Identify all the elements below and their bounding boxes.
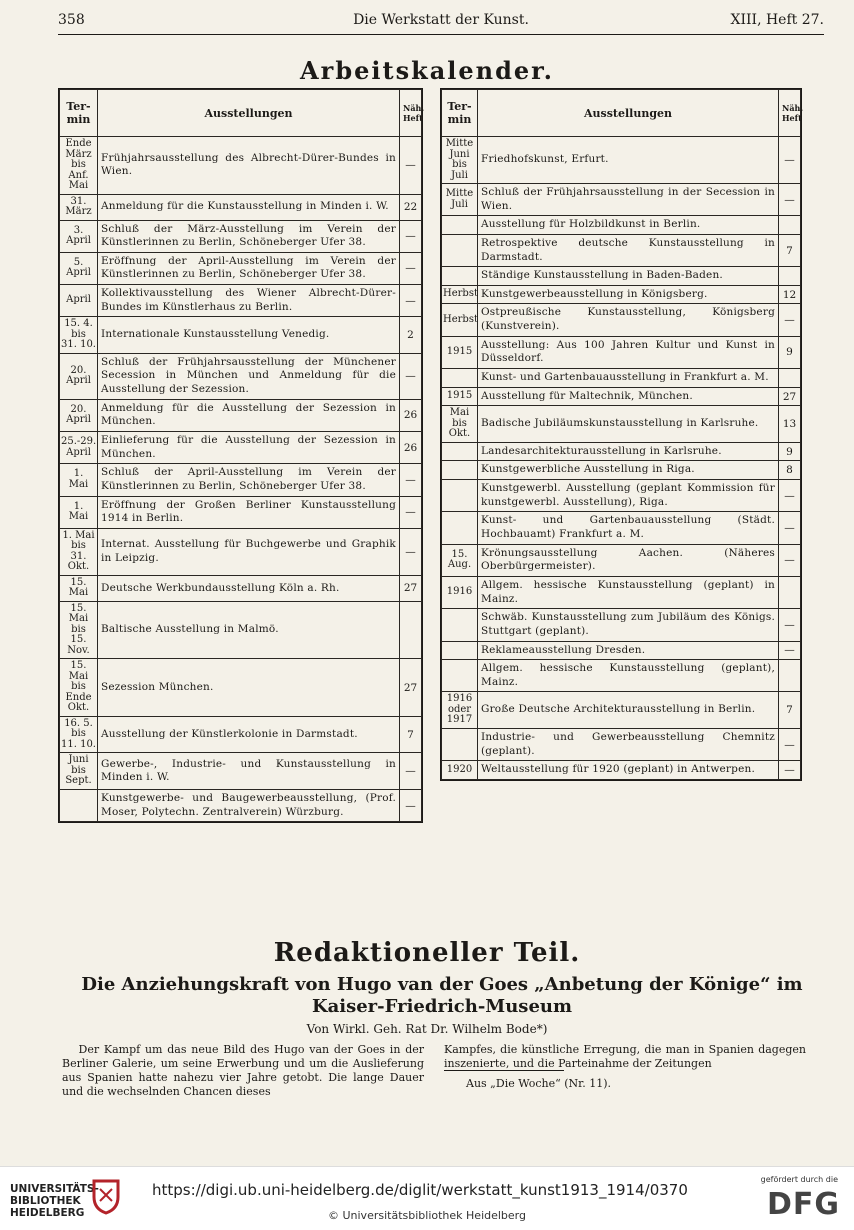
- termin-cell: April: [60, 285, 98, 317]
- calendar-row: [60, 285, 422, 317]
- termin-cell: Juni bis Sept.: [60, 753, 98, 790]
- termin-cell: [442, 641, 478, 660]
- exhibition-cell: Kunstgewerbeausstellung in Königsberg.: [478, 285, 779, 304]
- issue-ref-cell: [779, 267, 801, 286]
- calendar-right-body: [442, 137, 801, 780]
- termin-cell: 1920: [442, 761, 478, 780]
- viewer-footer: [0, 1166, 854, 1230]
- termin-cell: [442, 267, 478, 286]
- article-paragraph-continued: Kampfes, die künstliche Erregung, die man in Spanien dagegen inszenierte, und die Parteinahme der Zeitungen: [444, 1043, 806, 1070]
- termin-cell: 1. Mai: [60, 496, 98, 528]
- calendar-row: [442, 512, 801, 544]
- exhibition-cell: Einlieferung für die Ausstellung der Sezession in München.: [98, 432, 400, 464]
- exhibition-cell: Badische Jubiläumskunstausstellung in Karlsruhe.: [478, 406, 779, 443]
- sponsor-text: gefördert durch die: [760, 1175, 838, 1184]
- footnote: Aus „Die Woche“ (Nr. 11).: [466, 1077, 612, 1090]
- calendar-row: [60, 194, 422, 220]
- header-naeh-heft: Näh. Heft: [779, 90, 801, 137]
- calendar-row: [60, 716, 422, 753]
- termin-cell: 5. April: [60, 252, 98, 284]
- termin-cell: Herbst: [442, 304, 478, 336]
- calendar-row: [442, 660, 801, 692]
- issue-ref-cell: [400, 601, 422, 659]
- issue-ref-cell: —: [400, 353, 422, 399]
- calendar-row: [442, 234, 801, 266]
- calendar-row: [60, 753, 422, 790]
- calendar-row: [442, 216, 801, 235]
- exhibition-cell: Frühjahrsausstellung des Albrecht-Dürer-Bundes in Wien.: [98, 137, 400, 195]
- issue-ref-cell: 8: [779, 461, 801, 480]
- issue-ref-cell: —: [779, 137, 801, 184]
- issue-ref-cell: 22: [400, 194, 422, 220]
- calendar-row: [60, 137, 422, 195]
- issue-ref-cell: —: [400, 496, 422, 528]
- termin-cell: 1. Mai: [60, 464, 98, 496]
- exhibition-cell: Schluß der April-Ausstellung im Verein der Künstlerinnen zu Berlin, Schöneberger Ufer 38.: [98, 464, 400, 496]
- calendar-row: [442, 184, 801, 216]
- issue-ref-cell: 12: [779, 285, 801, 304]
- calendar-row: [60, 528, 422, 575]
- termin-cell: [442, 728, 478, 760]
- issue-ref-cell: [779, 576, 801, 608]
- exhibition-cell: Eröffnung der Großen Berliner Kunstausstellung 1914 in Berlin.: [98, 496, 400, 528]
- termin-cell: 15. Mai bis Ende Okt.: [60, 659, 98, 717]
- exhibition-cell: Große Deutsche Architekturausstellung in Berlin.: [478, 692, 779, 729]
- library-logo[interactable]: UNIVERSITÄTS- BIBLIOTHEK HEIDELBERG: [10, 1183, 99, 1219]
- calendar-row: [442, 304, 801, 336]
- calendar-row: [442, 544, 801, 576]
- issue-ref-cell: —: [779, 728, 801, 760]
- journal-title: Die Werkstatt der Kunst.: [353, 12, 529, 28]
- issue-ref-cell: —: [779, 304, 801, 336]
- termin-cell: 25.-29. April: [60, 432, 98, 464]
- issue-ref-cell: 13: [779, 406, 801, 443]
- exhibition-cell: Kunstgewerbe- und Baugewerbeausstellung, (Prof. Moser, Polytechn. Zentralverein) Würzburg.: [98, 789, 400, 821]
- exhibition-cell: Ausstellung für Holzbildkunst in Berlin.: [478, 216, 779, 235]
- termin-cell: 1916 oder 1917: [442, 692, 478, 729]
- calendar-row: [442, 761, 801, 780]
- calendar-row: [442, 728, 801, 760]
- calendar-row: [60, 432, 422, 464]
- article-paragraph: Der Kampf um das neue Bild des Hugo van der Goes in der Berliner Galerie, um seine Erwerbung und um die Auslieferung aus Spanien hatte nahezu vier Jahre getobt. Die lange Dauer und die wechselnden Chancen dieses: [62, 1043, 424, 1098]
- issue-ref-cell: —: [779, 761, 801, 780]
- calendar-table-left: [58, 88, 423, 823]
- article-title-line2: Kaiser-Friedrich-Museum: [311, 996, 573, 1017]
- termin-cell: 15. Aug.: [442, 544, 478, 576]
- calendar-row: [442, 480, 801, 512]
- termin-cell: [442, 480, 478, 512]
- calendar-row: [442, 609, 801, 641]
- exhibition-cell: Landesarchitekturausstellung in Karlsruhe.: [478, 442, 779, 461]
- exhibition-cell: Allgem. hessische Kunstausstellung (geplant) in Mainz.: [478, 576, 779, 608]
- calendar-row: [442, 461, 801, 480]
- calendar-table-right: [440, 88, 802, 781]
- exhibition-cell: Ständige Kunstausstellung in Baden-Baden.: [478, 267, 779, 286]
- issue-ref-cell: —: [400, 252, 422, 284]
- exhibition-cell: Baltische Ausstellung in Malmö.: [98, 601, 400, 659]
- permalink-url[interactable]: https://digi.ub.uni-heidelberg.de/diglit/werkstatt_kunst1913_1914/0370: [152, 1181, 688, 1199]
- calendar-row: [442, 267, 801, 286]
- issue-ref-cell: [779, 216, 801, 235]
- termin-cell: 16. 5. bis 11. 10.: [60, 716, 98, 753]
- termin-cell: [60, 789, 98, 821]
- termin-cell: Mitte Juli: [442, 184, 478, 216]
- issue-ref-cell: —: [400, 753, 422, 790]
- exhibition-cell: Reklameausstellung Dresden.: [478, 641, 779, 660]
- exhibition-cell: Industrie- und Gewerbeausstellung Chemnitz (geplant).: [478, 728, 779, 760]
- copyright: © Universitätsbibliothek Heidelberg: [327, 1209, 526, 1222]
- calendar-row: [442, 692, 801, 729]
- issue-ref-cell: —: [779, 641, 801, 660]
- exhibition-cell: Weltausstellung für 1920 (geplant) in Antwerpen.: [478, 761, 779, 780]
- exhibition-cell: Kunst- und Gartenbauausstellung in Frankfurt a. M.: [478, 369, 779, 388]
- footnote-rule: [444, 1070, 564, 1071]
- calendar-row: [60, 575, 422, 601]
- exhibition-cell: Internat. Ausstellung für Buchgewerbe und Graphik in Leipzig.: [98, 528, 400, 575]
- termin-cell: 3. April: [60, 220, 98, 252]
- calendar-row: [60, 353, 422, 399]
- issue-ref-cell: 9: [779, 442, 801, 461]
- issue-ref-cell: —: [400, 220, 422, 252]
- exhibition-cell: Friedhofskunst, Erfurt.: [478, 137, 779, 184]
- issue-ref-cell: 27: [779, 387, 801, 406]
- calendar-row: [442, 387, 801, 406]
- termin-cell: Mai bis Okt.: [442, 406, 478, 443]
- termin-cell: [442, 216, 478, 235]
- calendar-row: [60, 399, 422, 431]
- calendar-row: [60, 464, 422, 496]
- calendar-row: [442, 336, 801, 368]
- exhibition-cell: Deutsche Werkbundausstellung Köln a. Rh.: [98, 575, 400, 601]
- termin-cell: 1916: [442, 576, 478, 608]
- header-termin: Ter- min: [60, 90, 98, 137]
- issue-ref-cell: 26: [400, 399, 422, 431]
- issue-ref-cell: 7: [779, 692, 801, 729]
- exhibition-cell: Kollektivausstellung des Wiener Albrecht-Dürer-Bundes im Künstlerhaus zu Berlin.: [98, 285, 400, 317]
- calendar-row: [442, 406, 801, 443]
- issue-ref-cell: 9: [779, 336, 801, 368]
- exhibition-cell: Ausstellung: Aus 100 Jahren Kultur und Kunst in Düsseldorf.: [478, 336, 779, 368]
- running-header: [58, 12, 824, 34]
- termin-cell: 1915: [442, 387, 478, 406]
- calendar-row: [442, 137, 801, 184]
- issue-ref-cell: —: [779, 512, 801, 544]
- termin-cell: 15. Mai: [60, 575, 98, 601]
- exhibition-cell: Kunstgewerbl. Ausstellung (geplant Kommission für kunstgewerbl. Ausstellung), Riga.: [478, 480, 779, 512]
- exhibition-cell: Ostpreußische Kunstausstellung, Königsberg (Kunstverein).: [478, 304, 779, 336]
- issue-ref-cell: 27: [400, 575, 422, 601]
- exhibition-cell: Eröffnung der April-Ausstellung im Verein der Künstlerinnen zu Berlin, Schöneberger Ufer 38.: [98, 252, 400, 284]
- header-ausstellungen: Ausstellungen: [478, 90, 779, 137]
- termin-cell: 31. März: [60, 194, 98, 220]
- exhibition-cell: Schluß der Frühjahrsausstellung in der Secession in Wien.: [478, 184, 779, 216]
- issue-ref-cell: —: [400, 528, 422, 575]
- header-termin: Ter- min: [442, 90, 478, 137]
- issue-ref-cell: —: [400, 789, 422, 821]
- calendar-row: [442, 285, 801, 304]
- calendar-row: [60, 789, 422, 821]
- termin-cell: [442, 369, 478, 388]
- issue-number: XIII, Heft 27.: [730, 12, 824, 28]
- exhibition-cell: Krönungsausstellung Aachen. (Näheres Oberbürgermeister).: [478, 544, 779, 576]
- termin-cell: Ende März bis Anf. Mai: [60, 137, 98, 195]
- issue-ref-cell: —: [400, 137, 422, 195]
- exhibition-cell: Retrospektive deutsche Kunstausstellung in Darmstadt.: [478, 234, 779, 266]
- calendar-row: [442, 641, 801, 660]
- exhibition-cell: Anmeldung für die Kunstausstellung in Minden i. W.: [98, 194, 400, 220]
- page-number: 358: [58, 12, 85, 28]
- exhibition-cell: Kunst- und Gartenbauausstellung (Städt. Hochbauamt) Frankfurt a. M.: [478, 512, 779, 544]
- exhibition-cell: Internationale Kunstausstellung Venedig.: [98, 317, 400, 354]
- exhibition-cell: Schluß der März-Ausstellung im Verein der Künstlerinnen zu Berlin, Schöneberger Ufer 38.: [98, 220, 400, 252]
- exhibition-cell: Kunstgewerbliche Ausstellung in Riga.: [478, 461, 779, 480]
- calendar-row: [60, 317, 422, 354]
- article-column-left: [62, 1043, 424, 1099]
- exhibition-cell: Schluß der Frühjahrsausstellung der Münchener Secession in München und Anmeldung für die Ausstellung der Sezession.: [98, 353, 400, 399]
- calendar-row: [60, 601, 422, 659]
- calendar-row: [60, 220, 422, 252]
- calendar-row: [60, 496, 422, 528]
- exhibition-cell: Ausstellung der Künstlerkolonie in Darmstadt.: [98, 716, 400, 753]
- dfg-logo[interactable]: DFG: [766, 1187, 840, 1222]
- issue-ref-cell: 7: [779, 234, 801, 266]
- exhibition-cell: Allgem. hessische Kunstausstellung (geplant), Mainz.: [478, 660, 779, 692]
- issue-ref-cell: —: [779, 480, 801, 512]
- termin-cell: 20. April: [60, 399, 98, 431]
- header-rule: [58, 34, 824, 35]
- issue-ref-cell: 2: [400, 317, 422, 354]
- termin-cell: [442, 442, 478, 461]
- calendar-row: [442, 442, 801, 461]
- article-title-line1: Die Anziehungskraft von Hugo van der Goes „Anbetung der Könige“ im: [81, 974, 803, 995]
- exhibition-cell: Schwäb. Kunstausstellung zum Jubiläum des Königs. Stuttgart (geplant).: [478, 609, 779, 641]
- issue-ref-cell: 7: [400, 716, 422, 753]
- termin-cell: [442, 461, 478, 480]
- exhibition-cell: Gewerbe-, Industrie- und Kunstausstellung in Minden i. W.: [98, 753, 400, 790]
- exhibition-cell: Sezession München.: [98, 659, 400, 717]
- termin-cell: [442, 512, 478, 544]
- termin-cell: [442, 660, 478, 692]
- calendar-title: Arbeitskalender.: [300, 56, 554, 85]
- issue-ref-cell: —: [400, 464, 422, 496]
- header-naeh-heft: Näh. Heft: [400, 90, 422, 137]
- termin-cell: 15. Mai bis 15. Nov.: [60, 601, 98, 659]
- calendar-row: [442, 576, 801, 608]
- termin-cell: 1915: [442, 336, 478, 368]
- article-column-right: [444, 1043, 806, 1091]
- termin-cell: [442, 234, 478, 266]
- calendar-row: [60, 252, 422, 284]
- calendar-row: [442, 369, 801, 388]
- issue-ref-cell: 27: [400, 659, 422, 717]
- issue-ref-cell: [779, 660, 801, 692]
- exhibition-cell: Anmeldung für die Ausstellung der Sezession in München.: [98, 399, 400, 431]
- section-title: Redaktioneller Teil.: [273, 938, 581, 968]
- exhibition-cell: Ausstellung für Maltechnik, München.: [478, 387, 779, 406]
- issue-ref-cell: 26: [400, 432, 422, 464]
- issue-ref-cell: —: [400, 285, 422, 317]
- issue-ref-cell: —: [779, 544, 801, 576]
- termin-cell: 1. Mai bis 31. Okt.: [60, 528, 98, 575]
- termin-cell: [442, 609, 478, 641]
- termin-cell: Herbst: [442, 285, 478, 304]
- calendar-left-body: [60, 137, 422, 822]
- issue-ref-cell: [779, 369, 801, 388]
- header-ausstellungen: Ausstellungen: [98, 90, 400, 137]
- termin-cell: 15. 4. bis 31. 10.: [60, 317, 98, 354]
- calendar-row: [60, 659, 422, 717]
- termin-cell: Mitte Juni bis Juli: [442, 137, 478, 184]
- issue-ref-cell: —: [779, 184, 801, 216]
- article-byline: Von Wirkl. Geh. Rat Dr. Wilhelm Bode*): [306, 1022, 548, 1036]
- termin-cell: 20. April: [60, 353, 98, 399]
- issue-ref-cell: —: [779, 609, 801, 641]
